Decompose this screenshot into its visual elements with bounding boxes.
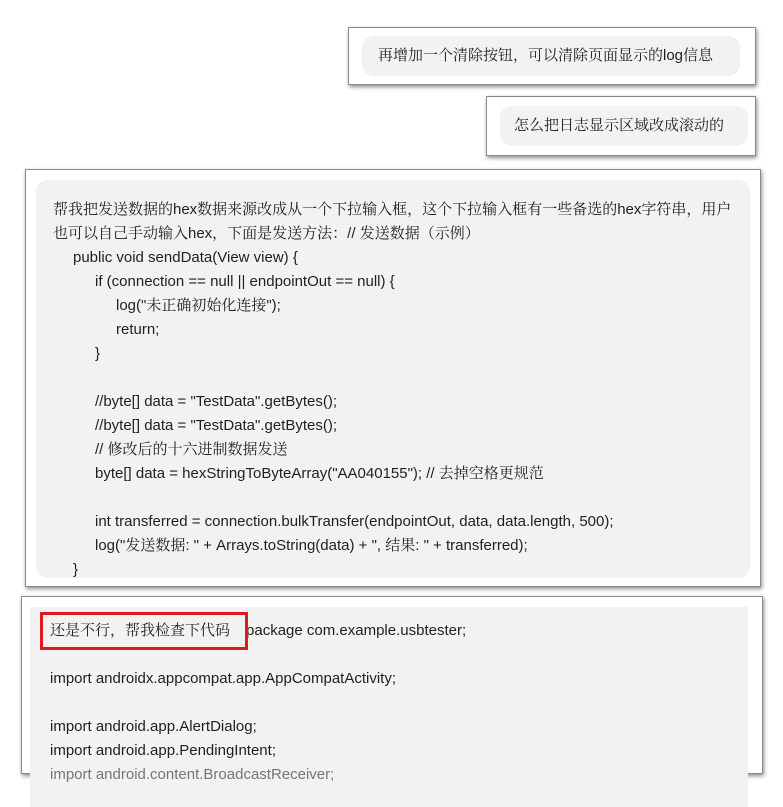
code-line-blank (50, 691, 734, 715)
code-line: public void sendData(View view) { (73, 249, 298, 266)
code-line: return; (116, 321, 160, 338)
message-card-1 (348, 27, 756, 85)
message-card-2 (486, 96, 756, 156)
user-message-bubble[interactable] (362, 36, 740, 76)
code-line: if (connection == null || endpointOut == null) { (95, 273, 395, 290)
user-message-bubble[interactable] (36, 180, 750, 578)
highlighted-text: 还是不行，帮我检查下代码 (50, 622, 231, 639)
code-line: import androidx.appcompat.app.AppCompatActivity; (50, 670, 397, 687)
code-line: import android.app.AlertDialog; (50, 718, 257, 735)
code-line-cut-off: import android.content.BroadcastReceiver; (50, 766, 335, 783)
code-line: int transferred = connection.bulkTransfer(endpointOut, data, data.length, 500); (95, 513, 614, 530)
code-line: log("未正确初始化连接"); (116, 297, 281, 314)
code-line: byte[] data = hexStringToByteArray("AA040155"); // 去掉空格更规范 (95, 465, 544, 482)
red-highlight-box (40, 612, 248, 650)
message-card-4 (21, 596, 763, 783)
message-text: 再增加一个清除按钮，可以清除页面显示的log信息 (378, 47, 714, 64)
message-intro-text: 帮我把发送数据的hex数据来源改成从一个下拉输入框，这个下拉输入框有一些备选的hex字符串，用户也可以自己手动输入hex，下面是发送方法：// 发送数据（示例） (53, 201, 732, 242)
code-line: } (73, 561, 79, 578)
message-text: 怎么把日志显示区域改成滚动的 (514, 117, 725, 134)
code-line-blank (53, 366, 734, 390)
code-line: package com.example.usbtester; (246, 622, 467, 639)
code-line-blank (53, 486, 734, 510)
code-line: import android.app.PendingIntent; (50, 742, 276, 759)
code-line: //byte[] data = "TestData".getBytes(); (95, 393, 338, 410)
code-line: //byte[] data = "TestData".getBytes(); (95, 417, 338, 434)
code-line: // 修改后的十六进制数据发送 (95, 441, 288, 458)
code-line: log("发送数据: " + Arrays.toString(data) + ", 结果: " + transferred); (95, 537, 528, 554)
code-line: } (95, 345, 101, 362)
user-message-bubble[interactable] (500, 106, 748, 146)
message-card-3 (25, 169, 761, 587)
